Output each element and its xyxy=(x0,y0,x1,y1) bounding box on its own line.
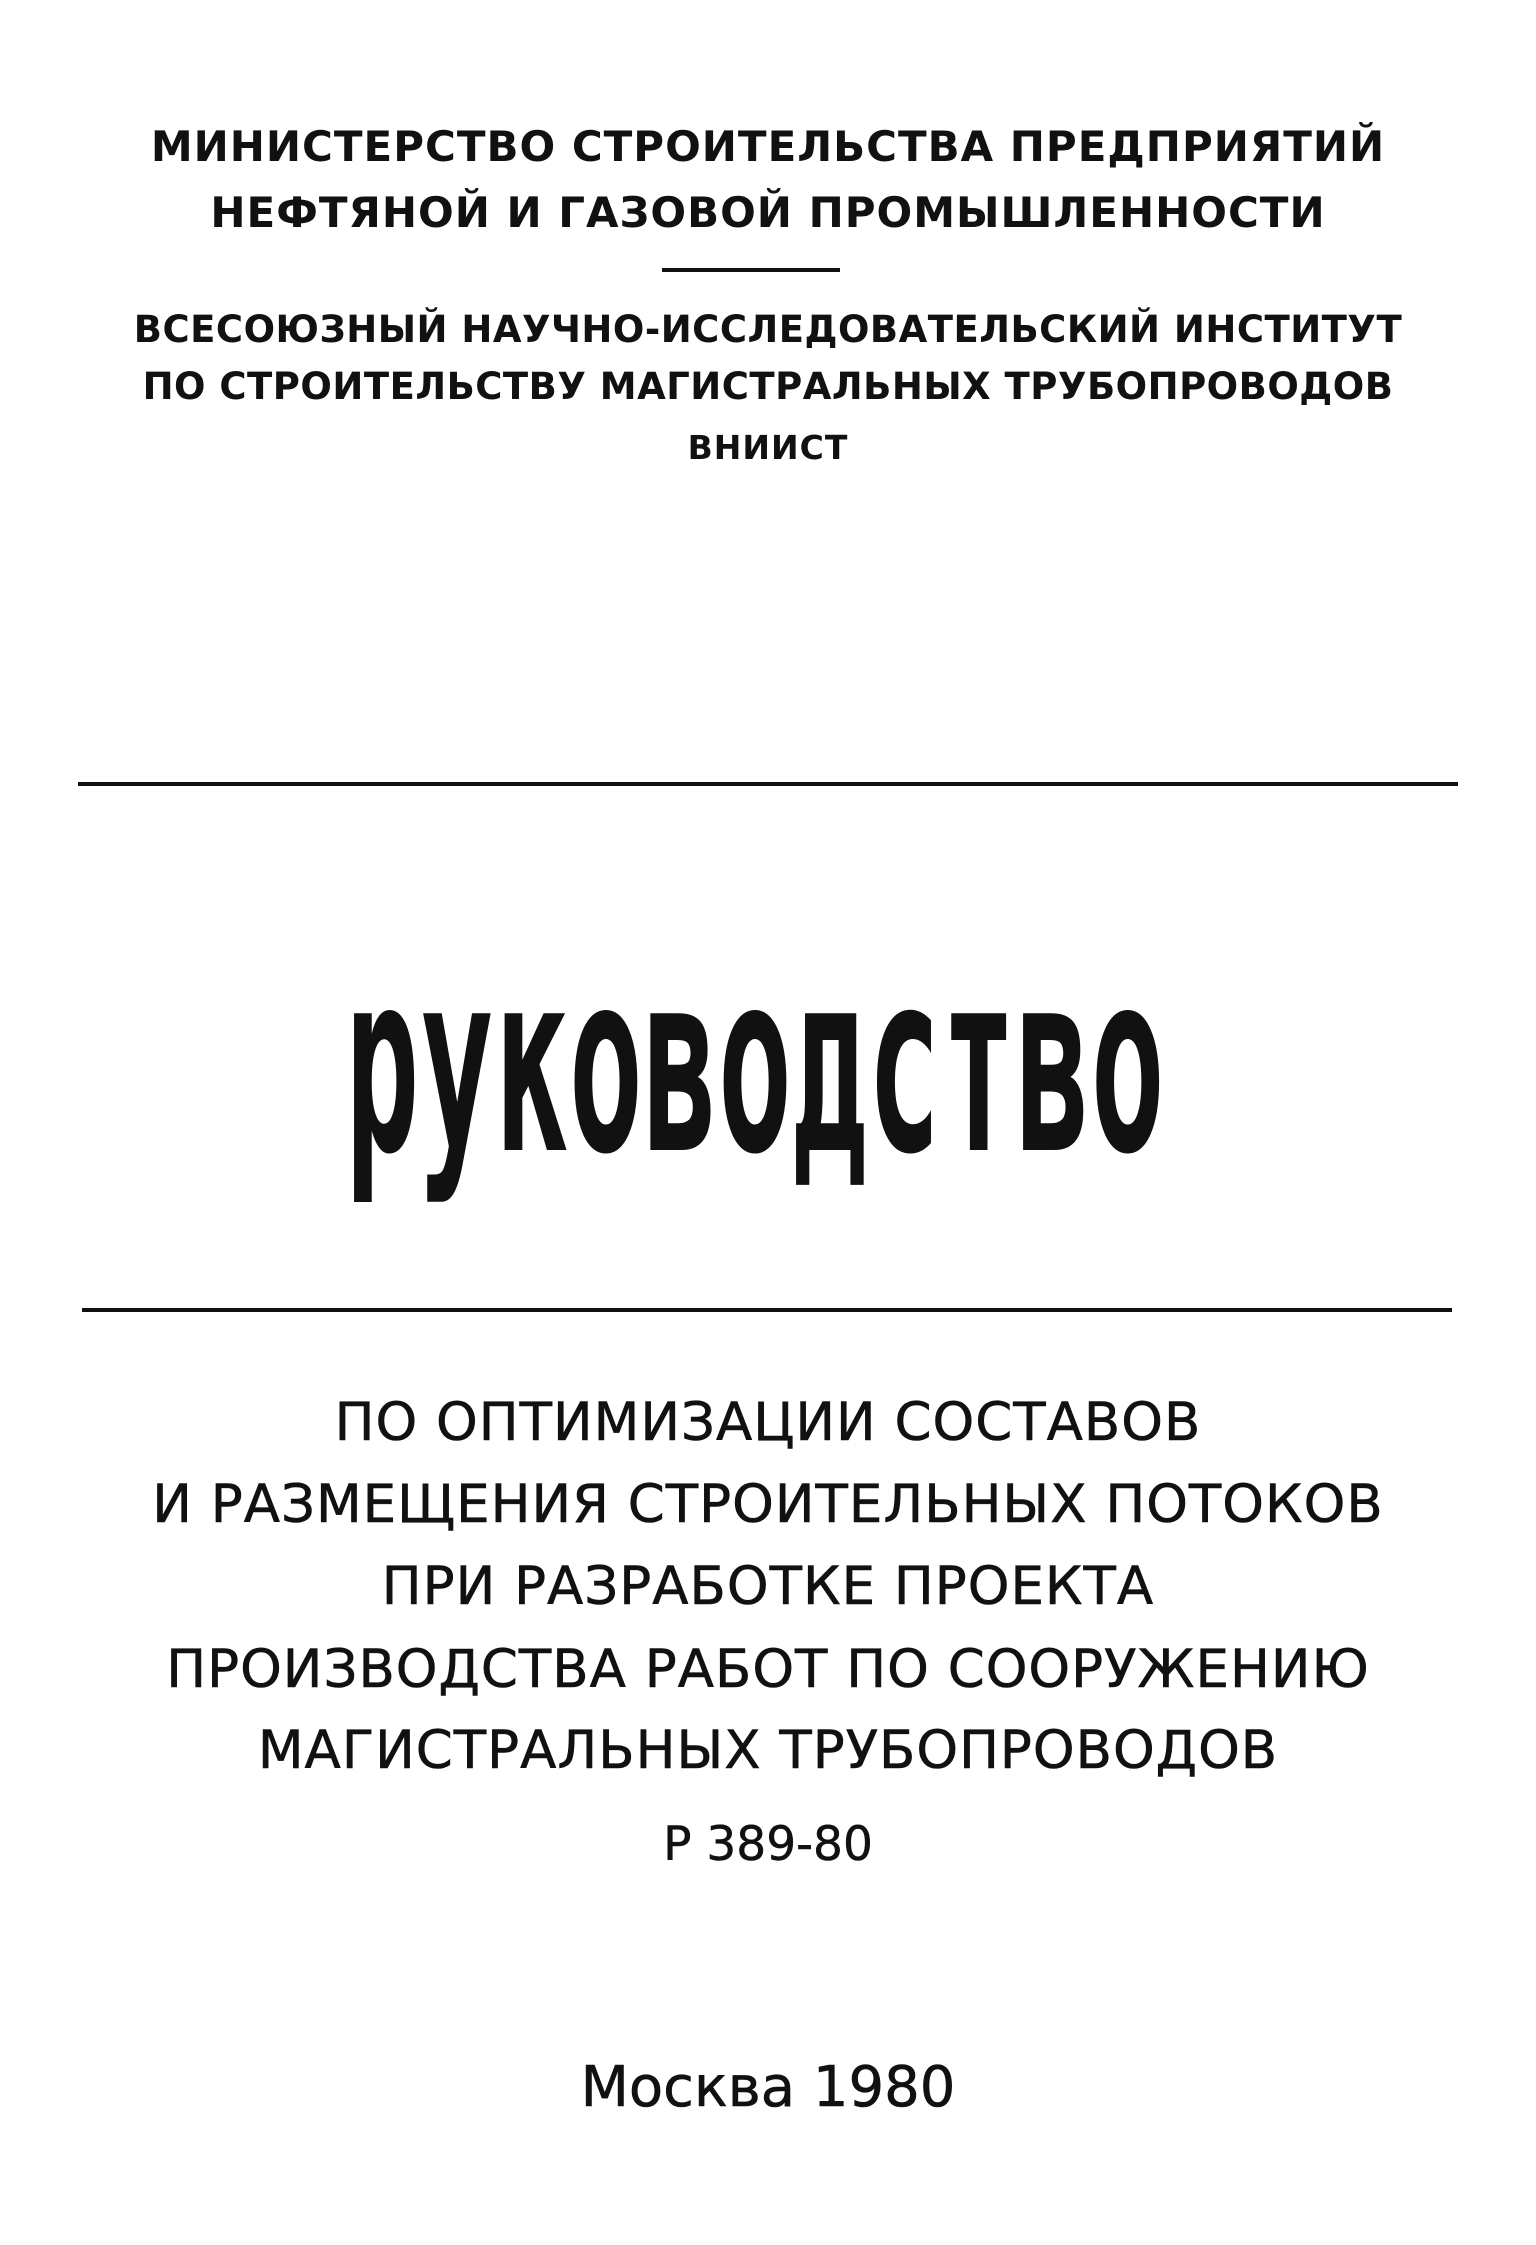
document-code: Р 389-80 xyxy=(663,1817,873,1872)
document-title xyxy=(330,850,1180,1240)
header-short-divider xyxy=(662,268,840,272)
title-top-rule xyxy=(78,782,1458,786)
subtitle-line-1: ПО ОПТИМИЗАЦИИ СОСТАВОВ xyxy=(334,1392,1202,1453)
institute-name-line-1: ВСЕСОЮЗНЫЙ НАУЧНО-ИССЛЕДОВАТЕЛЬСКИЙ ИНСТИТУТ xyxy=(133,308,1403,351)
title-text: руководство xyxy=(345,918,1165,1209)
title-bottom-rule xyxy=(82,1308,1452,1312)
subtitle-line-5: МАГИСТРАЛЬНЫХ ТРУБОПРОВОДОВ xyxy=(257,1720,1279,1781)
publication-imprint: Москва 1980 xyxy=(580,2055,956,2120)
ministry-name-line-1: МИНИСТЕРСТВО СТРОИТЕЛЬСТВА ПРЕДПРИЯТИЙ xyxy=(150,122,1386,171)
subtitle-line-2: И РАЗМЕЩЕНИЯ СТРОИТЕЛЬНЫХ ПОТОКОВ xyxy=(152,1474,1384,1535)
institute-abbreviation: ВНИИСТ xyxy=(687,428,849,467)
institute-name-line-2: ПО СТРОИТЕЛЬСТВУ МАГИСТРАЛЬНЫХ ТРУБОПРОВОДОВ xyxy=(142,365,1394,408)
subtitle-line-3: ПРИ РАЗРАБОТКЕ ПРОЕКТА xyxy=(381,1556,1155,1617)
ministry-name-line-2: НЕФТЯНОЙ И ГАЗОВОЙ ПРОМЫШЛЕННОСТИ xyxy=(210,188,1326,237)
title-lettering xyxy=(330,850,1180,1240)
subtitle-line-4: ПРОИЗВОДСТВА РАБОТ ПО СООРУЖЕНИЮ xyxy=(166,1639,1370,1700)
